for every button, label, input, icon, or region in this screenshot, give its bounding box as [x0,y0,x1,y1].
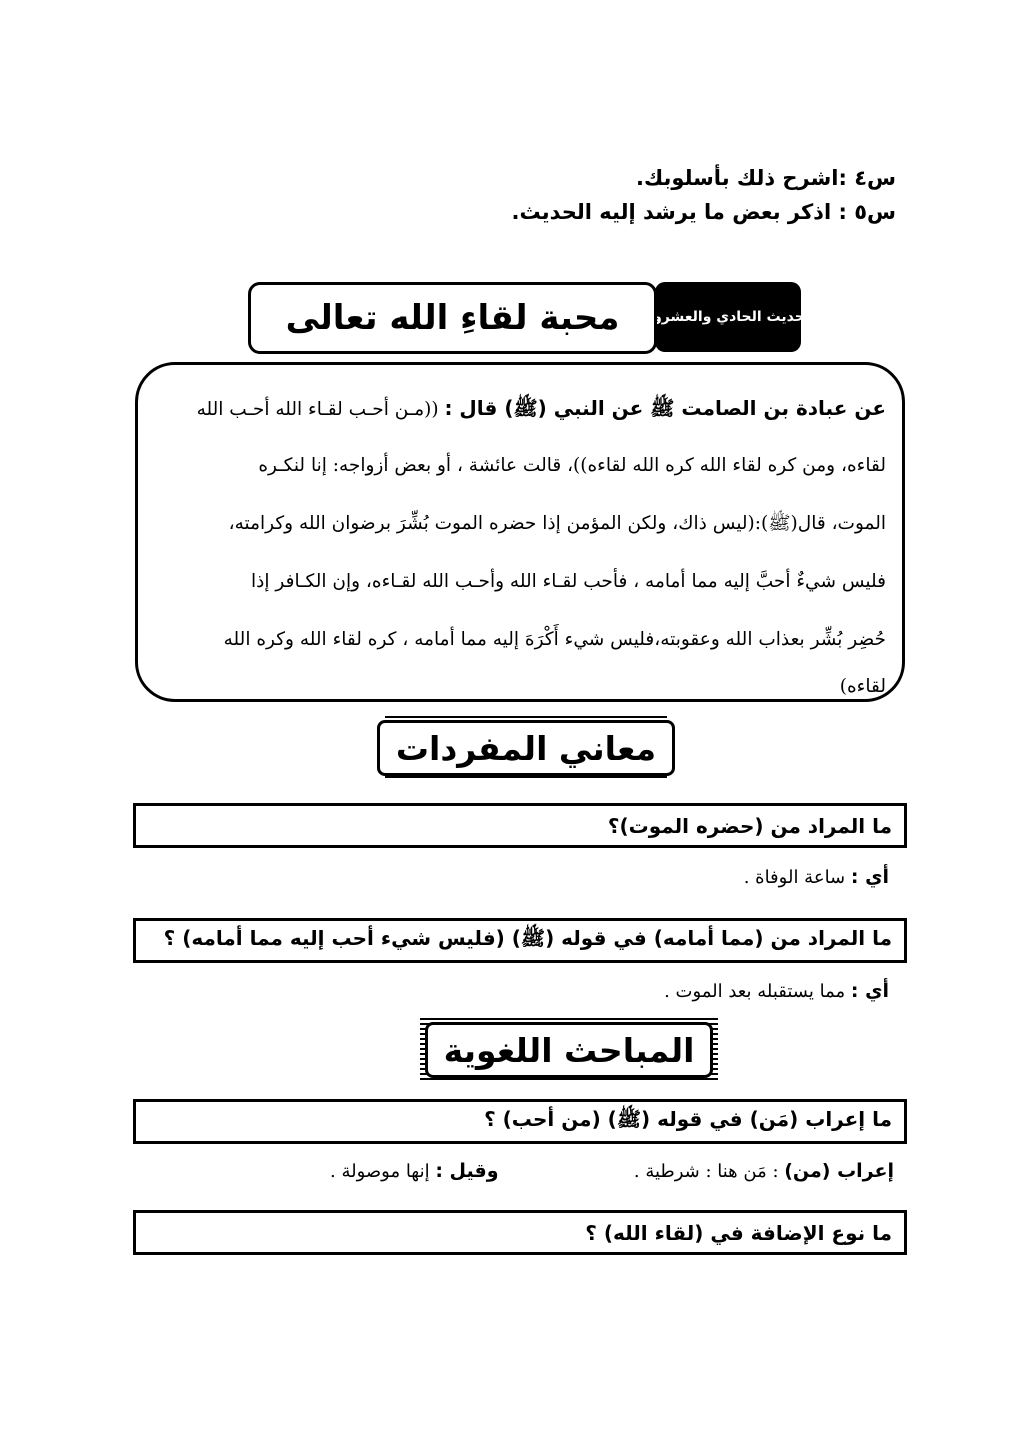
hadith-number-tab [641,282,815,352]
linguistic-answer-1-text: : مَن هنا : شرطية . [633,1161,785,1182]
vocab-question-2-text: ما المراد من (مما أمامه) في قوله (ﷺ) (فليس شيء أحب إليه مما أمامه) ؟ [163,926,892,950]
hadith-number-label: الحديث الحادي والعشرون [641,309,815,325]
vocab-section-title: معاني المفردات [377,720,675,776]
linguistic-answer-1-alt-label: وقيل : [435,1160,499,1182]
linguistic-answer-1-alt-text: إنها موصولة . [330,1161,436,1182]
vocab-answer-1-text: ساعة الوفاة . [743,867,851,888]
linguistic-answer-1-label: إعراب (من) [784,1160,894,1182]
hadith-line-2: لقاءه، ومن كره لقاء الله كره الله لقاءه))، قالت عائشة ، أو بعض أزواجه: إنا لنكـره [258,455,886,476]
hadith-line-4: فليس شيءٌ أحبَّ إليه مما أمامه ، فأحب لقـاء الله وأحـب الله لقـاءه، وإن الكـافر إذا [251,571,886,592]
linguistic-answer-1 [634,1160,894,1182]
vocab-answer-1 [744,866,889,888]
hadith-title [248,282,657,354]
hadith-line-5: حُضِر بُشِّر بعذاب الله وعقوبته،فليس شيء أَكْرَهَ إليه مما أمامه ، كره لقاء الله وكره الله [223,629,886,650]
vocab-question-1 [133,803,907,848]
vocab-answer-2-label: أي : [850,980,889,1002]
linguistic-question-1 [133,1099,907,1144]
vocab-answer-2-text: مما يستقبله بعد الموت . [664,981,851,1002]
linguistic-question-2-text: ما نوع الإضافة في (لقاء الله) ؟ [585,1220,892,1245]
linguistic-question-2 [133,1210,907,1255]
vocab-question-2 [133,918,907,963]
linguistic-section-heading [420,1018,718,1082]
hadith-line-3: الموت، قال(ﷺ):(ليس ذاك، ولكن المؤمن إذا حضره الموت بُشِّرَ برضوان الله وكرامته، [228,513,886,534]
hadith-line-6: لقاءه) [839,676,886,697]
question-4: س٤ :اشرح ذلك بأسلوبك. [636,166,896,190]
vocab-answer-1-label: أي : [850,866,889,888]
linguistic-answer-1-alt [330,1160,499,1182]
vocab-question-1-text: ما المراد من (حضره الموت)؟ [607,813,892,838]
hadith-line-1 [154,379,886,437]
linguistic-question-1-text: ما إعراب (مَن) في قوله (ﷺ) (من أحب) ؟ [484,1107,892,1131]
vocab-section-heading [385,716,667,780]
hadith-text-panel [135,362,905,702]
question-5: س٥ : اذكر بعض ما يرشد إليه الحديث. [511,200,896,224]
hadith-line-1-text: ((مـن أحـب لقـاء الله أحـب الله [196,399,445,420]
linguistic-section-title: المباحث اللغوية [425,1022,714,1078]
vocab-answer-2 [664,980,889,1002]
hadith-narration-chain: عن عبادة بن الصامت ﷺ عن النبي (ﷺ) قال : [444,396,886,420]
hadith-title-text: محبة لقاءِ الله تعالى [285,298,620,338]
